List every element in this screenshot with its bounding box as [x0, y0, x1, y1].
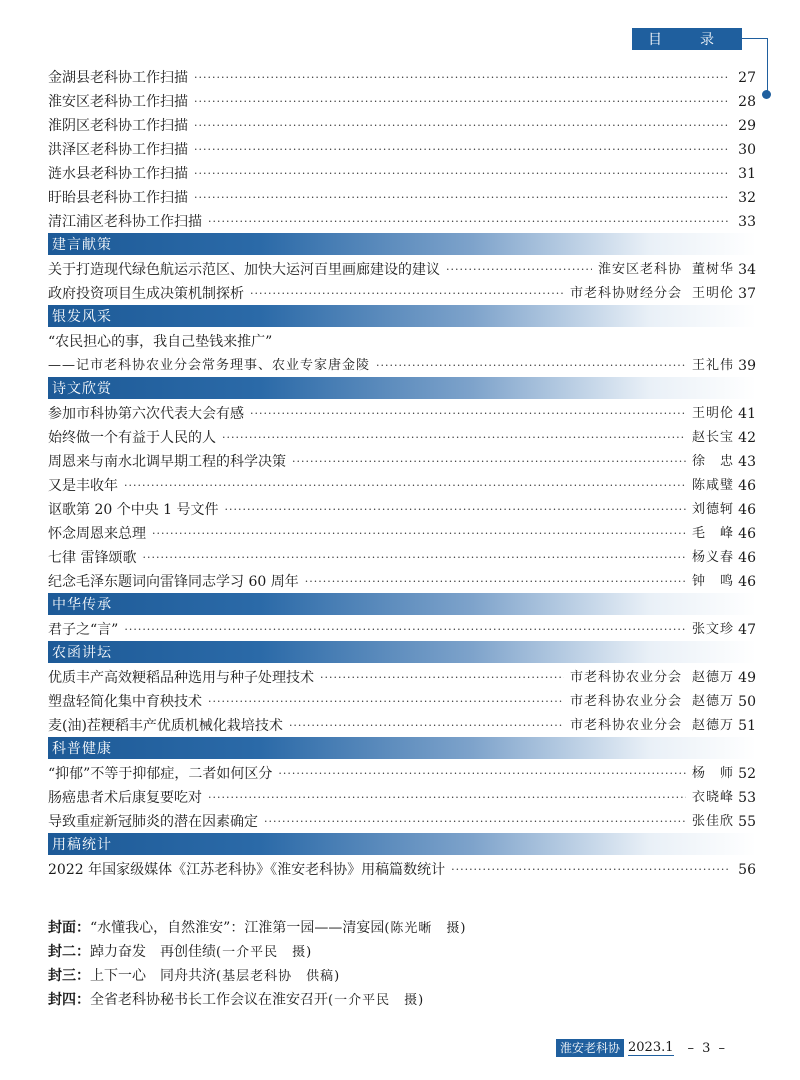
leader-dots — [278, 764, 686, 784]
toc-entry-page: 46 — [738, 478, 756, 494]
toc-entry[interactable] — [48, 64, 756, 88]
leader-dots — [376, 356, 686, 376]
leader-dots — [152, 524, 686, 544]
toc-entry-author: 赵德万 — [691, 694, 734, 709]
leader-dots — [208, 212, 728, 232]
toc-entry-title: “抑郁”不等于抑郁症，二者如何区分 — [48, 766, 273, 782]
toc-entry[interactable] — [48, 280, 756, 304]
toc-entry-org: 市老科协农业分会 — [569, 670, 682, 685]
toc-entry-title: 参加市科协第六次代表大会有感 — [48, 406, 244, 422]
toc-entry-author: 王明伦 — [691, 406, 734, 421]
toc-entry-title: “农民担心的事，我自己垫钱来推广” — [48, 334, 273, 350]
toc-entry-page: 30 — [738, 142, 756, 158]
toc-entry[interactable] — [48, 472, 756, 496]
toc-entry-author: 赵德万 — [691, 670, 734, 685]
cover-note: (基层老科协 供稿) — [216, 969, 341, 984]
toc-entry-author: 杨义春 — [691, 550, 734, 565]
toc-entry-title: 怀念周恩来总理 — [48, 526, 146, 542]
toc-entry-author: 董树华 — [691, 262, 734, 277]
toc-entry-org: 淮安区老科协 — [597, 262, 682, 277]
toc-entry-author: 张文珍 — [691, 622, 734, 637]
toc-entry-author: 刘德轲 — [691, 502, 734, 517]
toc-entry[interactable] — [48, 448, 756, 472]
toc-entry-author: 徐 忠 — [691, 454, 734, 469]
toc-entry[interactable] — [48, 616, 756, 640]
toc-entry[interactable] — [48, 136, 756, 160]
leader-dots — [264, 812, 686, 832]
leader-dots — [250, 404, 686, 424]
corner-line — [742, 38, 768, 39]
leader-dots — [124, 476, 686, 496]
toc-entry[interactable] — [48, 256, 756, 280]
page-number: – 3 – — [687, 1040, 728, 1056]
toc-entry-author: 杨 师 — [691, 766, 734, 781]
toc-entry[interactable] — [48, 784, 756, 808]
toc-entry-page: 50 — [738, 694, 756, 710]
section-header: 建言献策 — [48, 233, 756, 255]
magazine-name: 淮安老科协 — [556, 1039, 624, 1057]
toc-entry-page: 49 — [738, 670, 756, 686]
toc-entry-author: 赵长宝 — [691, 430, 734, 445]
toc-entry[interactable] — [48, 688, 756, 712]
toc-entry-page: 53 — [738, 790, 756, 806]
table-of-contents — [48, 64, 756, 880]
toc-entry-title: 优质丰产高效粳稻品种选用与种子处理技术 — [48, 670, 314, 686]
leader-dots — [225, 500, 686, 520]
toc-entry-page: 55 — [738, 814, 756, 830]
toc-entry-title: 塑盘轻简化集中育秧技术 — [48, 694, 202, 710]
leader-dots — [142, 548, 686, 568]
toc-entry[interactable] — [48, 160, 756, 184]
cover-text: “水懂我心，自然淮安”：江淮第一园——清宴园 — [90, 920, 385, 936]
toc-entry-org: 市老科协财经分会 — [569, 286, 682, 301]
toc-entry-page: 46 — [738, 574, 756, 590]
toc-entry-author: 赵德万 — [691, 718, 734, 733]
toc-entry-title: 淮阴区老科协工作扫描 — [48, 118, 188, 134]
toc-entry[interactable] — [48, 184, 756, 208]
toc-entry-page: 33 — [738, 214, 756, 230]
toc-entry-page: 46 — [738, 550, 756, 566]
toc-entry-title: 讴歌第 20 个中央 1 号文件 — [48, 502, 219, 518]
leader-dots — [222, 428, 686, 448]
toc-entry-org: 市老科协农业分会 — [569, 718, 682, 733]
toc-entry-page: 56 — [738, 862, 756, 878]
corner-line — [767, 38, 768, 94]
toc-entry-title: 始终做一个有益于人民的人 — [48, 430, 216, 446]
cover-note: (一介平民 摄) — [328, 993, 425, 1008]
cover-label: 封三： — [48, 968, 90, 984]
toc-entry-author: 张佳欣 — [691, 814, 734, 829]
toc-entry-title: 清江浦区老科协工作扫描 — [48, 214, 202, 230]
toc-entry-title: 麦(油)茬粳稻丰产优质机械化栽培技术 — [48, 718, 283, 734]
cover-credit-line — [48, 940, 748, 964]
toc-entry-page: 27 — [738, 70, 756, 86]
toc-entry-page: 47 — [738, 622, 756, 638]
toc-entry[interactable] — [48, 664, 756, 688]
toc-entry-page: 43 — [738, 454, 756, 470]
cover-credit-line — [48, 988, 748, 1012]
toc-entry-title: 七律 雷锋颂歌 — [48, 550, 137, 566]
leader-dots — [124, 620, 686, 640]
section-header: 中华传承 — [48, 593, 756, 615]
toc-entry[interactable] — [48, 568, 756, 592]
cover-label: 封二： — [48, 944, 90, 960]
toc-entry[interactable] — [48, 712, 756, 736]
toc-entry[interactable] — [48, 856, 756, 880]
toc-entry-title: 君子之“言” — [48, 622, 119, 638]
toc-entry[interactable] — [48, 352, 756, 376]
cover-text: 全省老科协秘书长工作会议在淮安召开 — [90, 992, 328, 1008]
issue-number: 2023.1 — [628, 1040, 674, 1055]
section-header: 诗文欣赏 — [48, 377, 756, 399]
toc-entry-title: ——记市老科协农业分会常务理事、农业专家唐金陵 — [48, 358, 371, 373]
section-header: 科普健康 — [48, 737, 756, 759]
toc-entry-page: 52 — [738, 766, 756, 782]
toc-entry-title: 导致重症新冠肺炎的潜在因素确定 — [48, 814, 258, 830]
toc-entry-title: 肠癌患者术后康复要吃对 — [48, 790, 202, 806]
toc-entry-title: 周恩来与南水北调早期工程的科学决策 — [48, 454, 286, 470]
toc-entry-title: 盱眙县老科协工作扫描 — [48, 190, 188, 206]
cover-text: 上下一心 同舟共济 — [90, 968, 216, 984]
leader-dots — [451, 860, 728, 880]
toc-entry-title: 2022 年国家级媒体《江苏老科协》《淮安老科协》用稿篇数统计 — [48, 862, 446, 878]
toc-entry[interactable] — [48, 112, 756, 136]
toc-corner-label: 目 录 — [632, 28, 742, 50]
toc-entry-author: 钟 鸣 — [691, 574, 734, 589]
toc-entry-author: 王礼伟 — [691, 358, 734, 373]
leader-dots — [194, 92, 728, 112]
cover-note: (陈光晰 摄) — [384, 921, 467, 936]
toc-entry-author: 陈咸璧 — [691, 478, 734, 493]
toc-entry-title: 纪念毛泽东题词向雷锋同志学习 60 周年 — [48, 574, 299, 590]
toc-entry[interactable] — [48, 808, 756, 832]
toc-entry-author: 王明伦 — [691, 286, 734, 301]
leader-dots — [292, 452, 686, 472]
toc-entry-page: 46 — [738, 526, 756, 542]
section-header: 农函讲坛 — [48, 641, 756, 663]
leader-dots — [208, 788, 686, 808]
toc-entry-page: 51 — [738, 718, 756, 734]
toc-entry[interactable] — [48, 424, 756, 448]
toc-entry-page: 41 — [738, 406, 756, 422]
leader-dots — [305, 572, 686, 592]
cover-note: (一介平民 摄) — [216, 945, 313, 960]
toc-entry[interactable] — [48, 760, 756, 784]
leader-dots — [446, 260, 592, 280]
toc-entry-org: 市老科协农业分会 — [569, 694, 682, 709]
toc-entry-title: 涟水县老科协工作扫描 — [48, 166, 188, 182]
toc-entry-title: 淮安区老科协工作扫描 — [48, 94, 188, 110]
leader-dots — [194, 116, 728, 136]
page-footer — [556, 1038, 727, 1058]
toc-entry-title: 金湖县老科协工作扫描 — [48, 70, 188, 86]
toc-entry-page: 39 — [738, 358, 756, 374]
toc-entry-page: 46 — [738, 502, 756, 518]
toc-entry-title: 洪泽区老科协工作扫描 — [48, 142, 188, 158]
toc-entry[interactable] — [48, 88, 756, 112]
cover-credit-line — [48, 964, 748, 988]
section-header: 银发风采 — [48, 305, 756, 327]
toc-entry[interactable] — [48, 208, 756, 232]
leader-dots — [289, 716, 564, 736]
toc-entry[interactable] — [48, 544, 756, 568]
toc-entry[interactable] — [48, 496, 756, 520]
toc-entry-page: 28 — [738, 94, 756, 110]
cover-credits — [48, 916, 748, 1012]
cover-text: 踔力奋发 再创佳绩 — [90, 944, 216, 960]
cover-credit-line — [48, 916, 748, 940]
toc-entry-page: 42 — [738, 430, 756, 446]
toc-entry-page: 31 — [738, 166, 756, 182]
section-header: 用稿统计 — [48, 833, 756, 855]
toc-entry-page: 37 — [738, 286, 756, 302]
leader-dots — [250, 284, 564, 304]
leader-dots — [320, 668, 564, 688]
toc-entry-title: 又是丰收年 — [48, 478, 118, 494]
toc-entry-page: 32 — [738, 190, 756, 206]
toc-entry-author: 衣晓峰 — [691, 790, 734, 805]
leader-dots — [208, 692, 564, 712]
leader-dots — [194, 164, 728, 184]
toc-entry-page: 29 — [738, 118, 756, 134]
cover-label: 封面： — [48, 920, 90, 936]
toc-entry-page: 34 — [738, 262, 756, 278]
cover-label: 封四： — [48, 992, 90, 1008]
leader-dots — [194, 68, 728, 88]
toc-entry[interactable] — [48, 328, 756, 352]
corner-dot — [762, 90, 771, 99]
toc-entry[interactable] — [48, 520, 756, 544]
toc-entry-author: 毛 峰 — [691, 526, 734, 541]
toc-entry[interactable] — [48, 400, 756, 424]
leader-dots — [194, 188, 728, 208]
toc-entry-title: 政府投资项目生成决策机制探析 — [48, 286, 244, 302]
toc-entry-title: 关于打造现代绿色航运示范区、加快大运河百里画廊建设的建议 — [48, 262, 440, 278]
leader-dots — [194, 140, 728, 160]
